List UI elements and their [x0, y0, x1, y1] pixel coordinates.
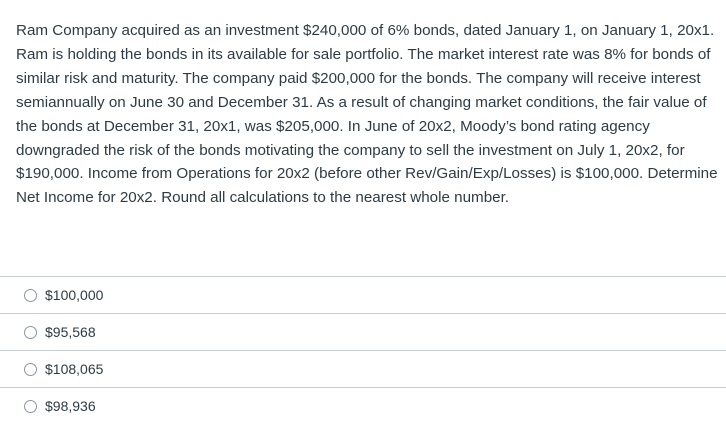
radio-button[interactable]	[24, 363, 37, 376]
radio-button[interactable]	[24, 326, 37, 339]
question-text-container	[16, 19, 720, 210]
answer-list	[0, 276, 726, 424]
answer-label: $108,065	[45, 361, 104, 377]
answer-option-1[interactable]	[0, 276, 726, 313]
answer-option-4[interactable]	[0, 387, 726, 424]
radio-button[interactable]	[24, 400, 37, 413]
answer-label: $95,568	[45, 324, 96, 340]
answer-option-2[interactable]	[0, 313, 726, 350]
answer-label: $100,000	[45, 287, 104, 303]
radio-button[interactable]	[24, 289, 37, 302]
answer-label: $98,936	[45, 398, 96, 414]
answer-option-3[interactable]	[0, 350, 726, 387]
question-text: Ram Company acquired as an investment $240,000 of 6% bonds, dated January 1, on January 1, 20x1. Ram is holding the bonds in its available for sale portfolio. The market interest rate was 8% for bonds of similar risk and maturity. The company paid $200,000 for the bonds. The company will receive interest semiannually on June 30 and December 31. As a result of changing market conditions, the fair value of the bonds at December 31, 20x1, was $205,000. In June of 20x2, Moody’s bond rating agency downgraded the risk of the bonds motivating the company to sell the investment on July 1, 20x2, for $190,000. Income from Operations for 20x2 (before other Rev/Gain/Exp/Losses) is $100,000. Determine Net Income for 20x2. Round all calculations to the nearest whole number.	[16, 22, 718, 207]
